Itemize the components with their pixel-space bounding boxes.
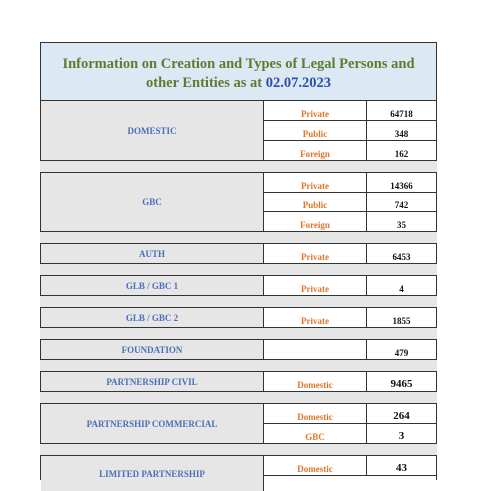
section-label-limited-partnership: LIMITED PARTNERSHIP	[41, 456, 264, 491]
section-label-glb-gbc-1: GLB / GBC 1	[41, 276, 264, 296]
row-value: 479	[367, 340, 436, 360]
row-separator	[40, 443, 437, 456]
section-label-partnership-commercial: PARTNERSHIP COMMERCIAL	[41, 404, 264, 443]
row-type: Foreign	[264, 212, 367, 232]
row-separator	[40, 327, 437, 340]
row-separator	[40, 231, 437, 244]
row-type: GBC	[264, 424, 367, 444]
row-value: 9465	[367, 372, 436, 392]
row-type: Private	[264, 101, 367, 121]
row-value: 6453	[367, 244, 436, 264]
row-separator	[40, 295, 437, 308]
row-value: 43	[367, 456, 436, 476]
row-type: Private	[264, 308, 367, 328]
section-label-partnership-civil: PARTNERSHIP CIVIL	[41, 372, 264, 392]
row-type: Public	[264, 121, 367, 141]
title-line-2-prefix: other Entities as at	[145, 75, 266, 91]
row-value: 264	[367, 404, 436, 424]
row-separator	[40, 263, 437, 276]
row-type: Private	[264, 276, 367, 296]
title-date: 02.07.2023	[265, 75, 331, 91]
row-type: Domestic	[264, 372, 367, 392]
row-value: 162	[367, 141, 436, 161]
row-type: Private	[264, 244, 367, 264]
row-type: Private	[264, 173, 367, 193]
row-value: 14366	[367, 173, 436, 193]
row-type: Domestic	[264, 456, 367, 476]
row-type: Foreign	[264, 141, 367, 161]
title-line-1: Information on Creation and Types of Legal Persons and	[62, 56, 415, 72]
table-title	[40, 42, 437, 101]
row-value: 64718	[367, 101, 436, 121]
section-label-gbc: GBC	[41, 173, 264, 231]
row-type: Domestic	[264, 404, 367, 424]
row-separator	[40, 160, 437, 173]
section-label-glb-gbc-2: GLB / GBC 2	[41, 308, 264, 328]
row-separator	[40, 359, 437, 372]
row-value: 348	[367, 121, 436, 141]
row-value: 1855	[367, 308, 436, 328]
section-label-foundation: FOUNDATION	[41, 340, 264, 360]
row-value: 35	[367, 212, 436, 232]
row-value: 4	[367, 276, 436, 296]
row-value: 3	[367, 424, 436, 444]
title-line-2	[41, 74, 436, 93]
row-type: Public	[264, 193, 367, 212]
row-value: 742	[367, 193, 436, 212]
section-label-domestic: DOMESTIC	[41, 101, 264, 160]
row-separator	[40, 391, 437, 404]
section-label-auth: AUTH	[41, 244, 264, 264]
row-type	[264, 340, 367, 360]
